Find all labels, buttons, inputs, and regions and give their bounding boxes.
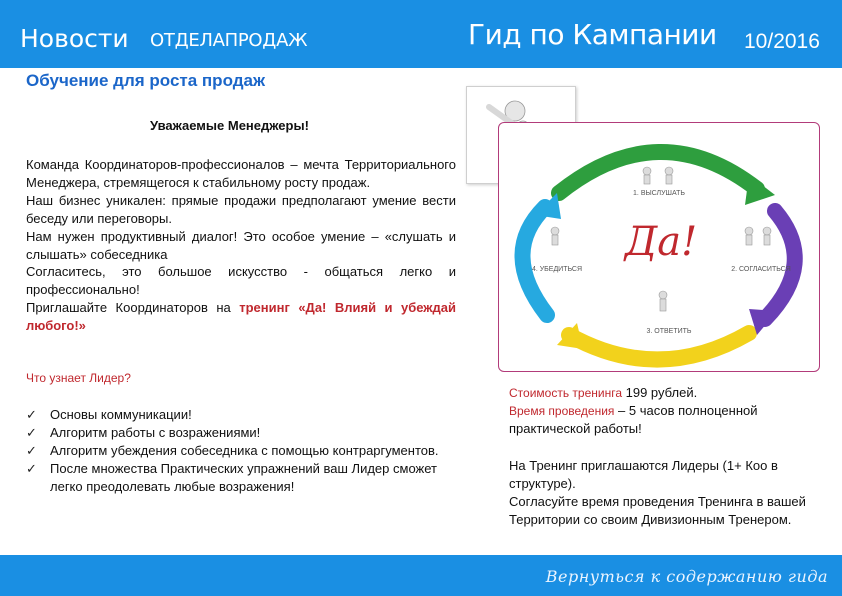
intro-line-4: Согласитесь, это большое искусство - общаться легко и профессионально! [26, 264, 456, 298]
arrow-right [765, 211, 795, 319]
duration-label: Время проведения [509, 404, 615, 418]
training-name: тренинг «Да! Влияй и убеждай любого!» [26, 300, 456, 334]
duration-line [509, 402, 829, 438]
invitation-text [509, 457, 829, 529]
arrowhead-top [745, 175, 775, 205]
arrowhead-bottom [557, 323, 583, 349]
checklist-text: Алгоритм работы с возражениями! [50, 424, 261, 440]
checklist-text: Алгоритм убеждения собеседника с помощью контраргументов. [50, 442, 439, 458]
invite-line-1: На Тренинг приглашаются Лидеры (1+ Коо в структуре). [509, 458, 778, 491]
intro-paragraph [26, 156, 456, 335]
intro-line-1: Команда Координаторов-профессионалов – мечта Территориального Менеджера, стремящегося к стабильному росту продаж. [26, 157, 456, 190]
checklist-item [26, 424, 456, 442]
diagram-center-label: Да! [624, 219, 698, 265]
check-icon: ✓ [26, 442, 37, 458]
invite-line-2: Согласуйте время проведения Тренинга в вашей Территории со своим Дивизионным Тренером. [509, 494, 806, 527]
invite-prefix: Приглашайте Координаторов на [26, 300, 240, 316]
arrow-bottom [569, 333, 749, 360]
checklist-item [26, 460, 456, 496]
price-value: 199 рублей. [622, 385, 698, 400]
header-guide-title: Гид по Кампании [468, 18, 717, 51]
header-news: Новости [20, 24, 129, 53]
step-2-label: 2. СОГЛАСИТЬСЯ [731, 266, 791, 273]
header-bar [0, 0, 842, 68]
footer-bar [0, 555, 842, 596]
checklist-text: Основы коммуникации! [50, 407, 192, 422]
greeting: Уважаемые Менеджеры! [150, 118, 309, 133]
step-3-label: 3. ОТВЕТИТЬ [646, 328, 692, 335]
intro-line-3: Нам нужен продуктивный диалог! Это особое умение – «слушать и слышать» собеседника [26, 228, 456, 262]
step-4-label: 4. УБЕДИТЬСЯ [531, 266, 583, 273]
training-details [509, 384, 829, 438]
check-icon: ✓ [26, 407, 37, 422]
leader-question: Что узнает Лидер? [26, 371, 131, 385]
checklist-item [26, 442, 456, 460]
arrow-top [559, 152, 757, 193]
arrow-left [522, 207, 547, 315]
checklist-item [26, 406, 456, 424]
checklist-text: После множества Практических упражнений ваш Лидер сможет легко преодолевать любые возражения! [50, 460, 437, 494]
page-subtitle: Обучение для роста продаж [26, 71, 266, 90]
price-line [509, 384, 829, 402]
intro-line-2: Наш бизнес уникален: прямые продажи предполагают умение вести беседу или переговоры. [26, 192, 456, 226]
learning-checklist [26, 406, 456, 496]
step-1-label: 1. ВЫСЛУШАТЬ [633, 190, 685, 197]
check-icon: ✓ [26, 424, 37, 440]
duration-value: – 5 часов полноценной практической работы! [509, 403, 758, 436]
price-label: Стоимость тренинга [509, 386, 622, 400]
intro-line-5 [26, 299, 456, 335]
header-department: ОТДЕЛАПРОДАЖ [150, 30, 308, 51]
header-date: 10/2016 [744, 30, 820, 53]
communication-cycle-diagram [498, 122, 820, 372]
back-to-contents-link[interactable]: Вернуться к содержанию гида [545, 567, 828, 586]
check-icon: ✓ [26, 460, 37, 476]
